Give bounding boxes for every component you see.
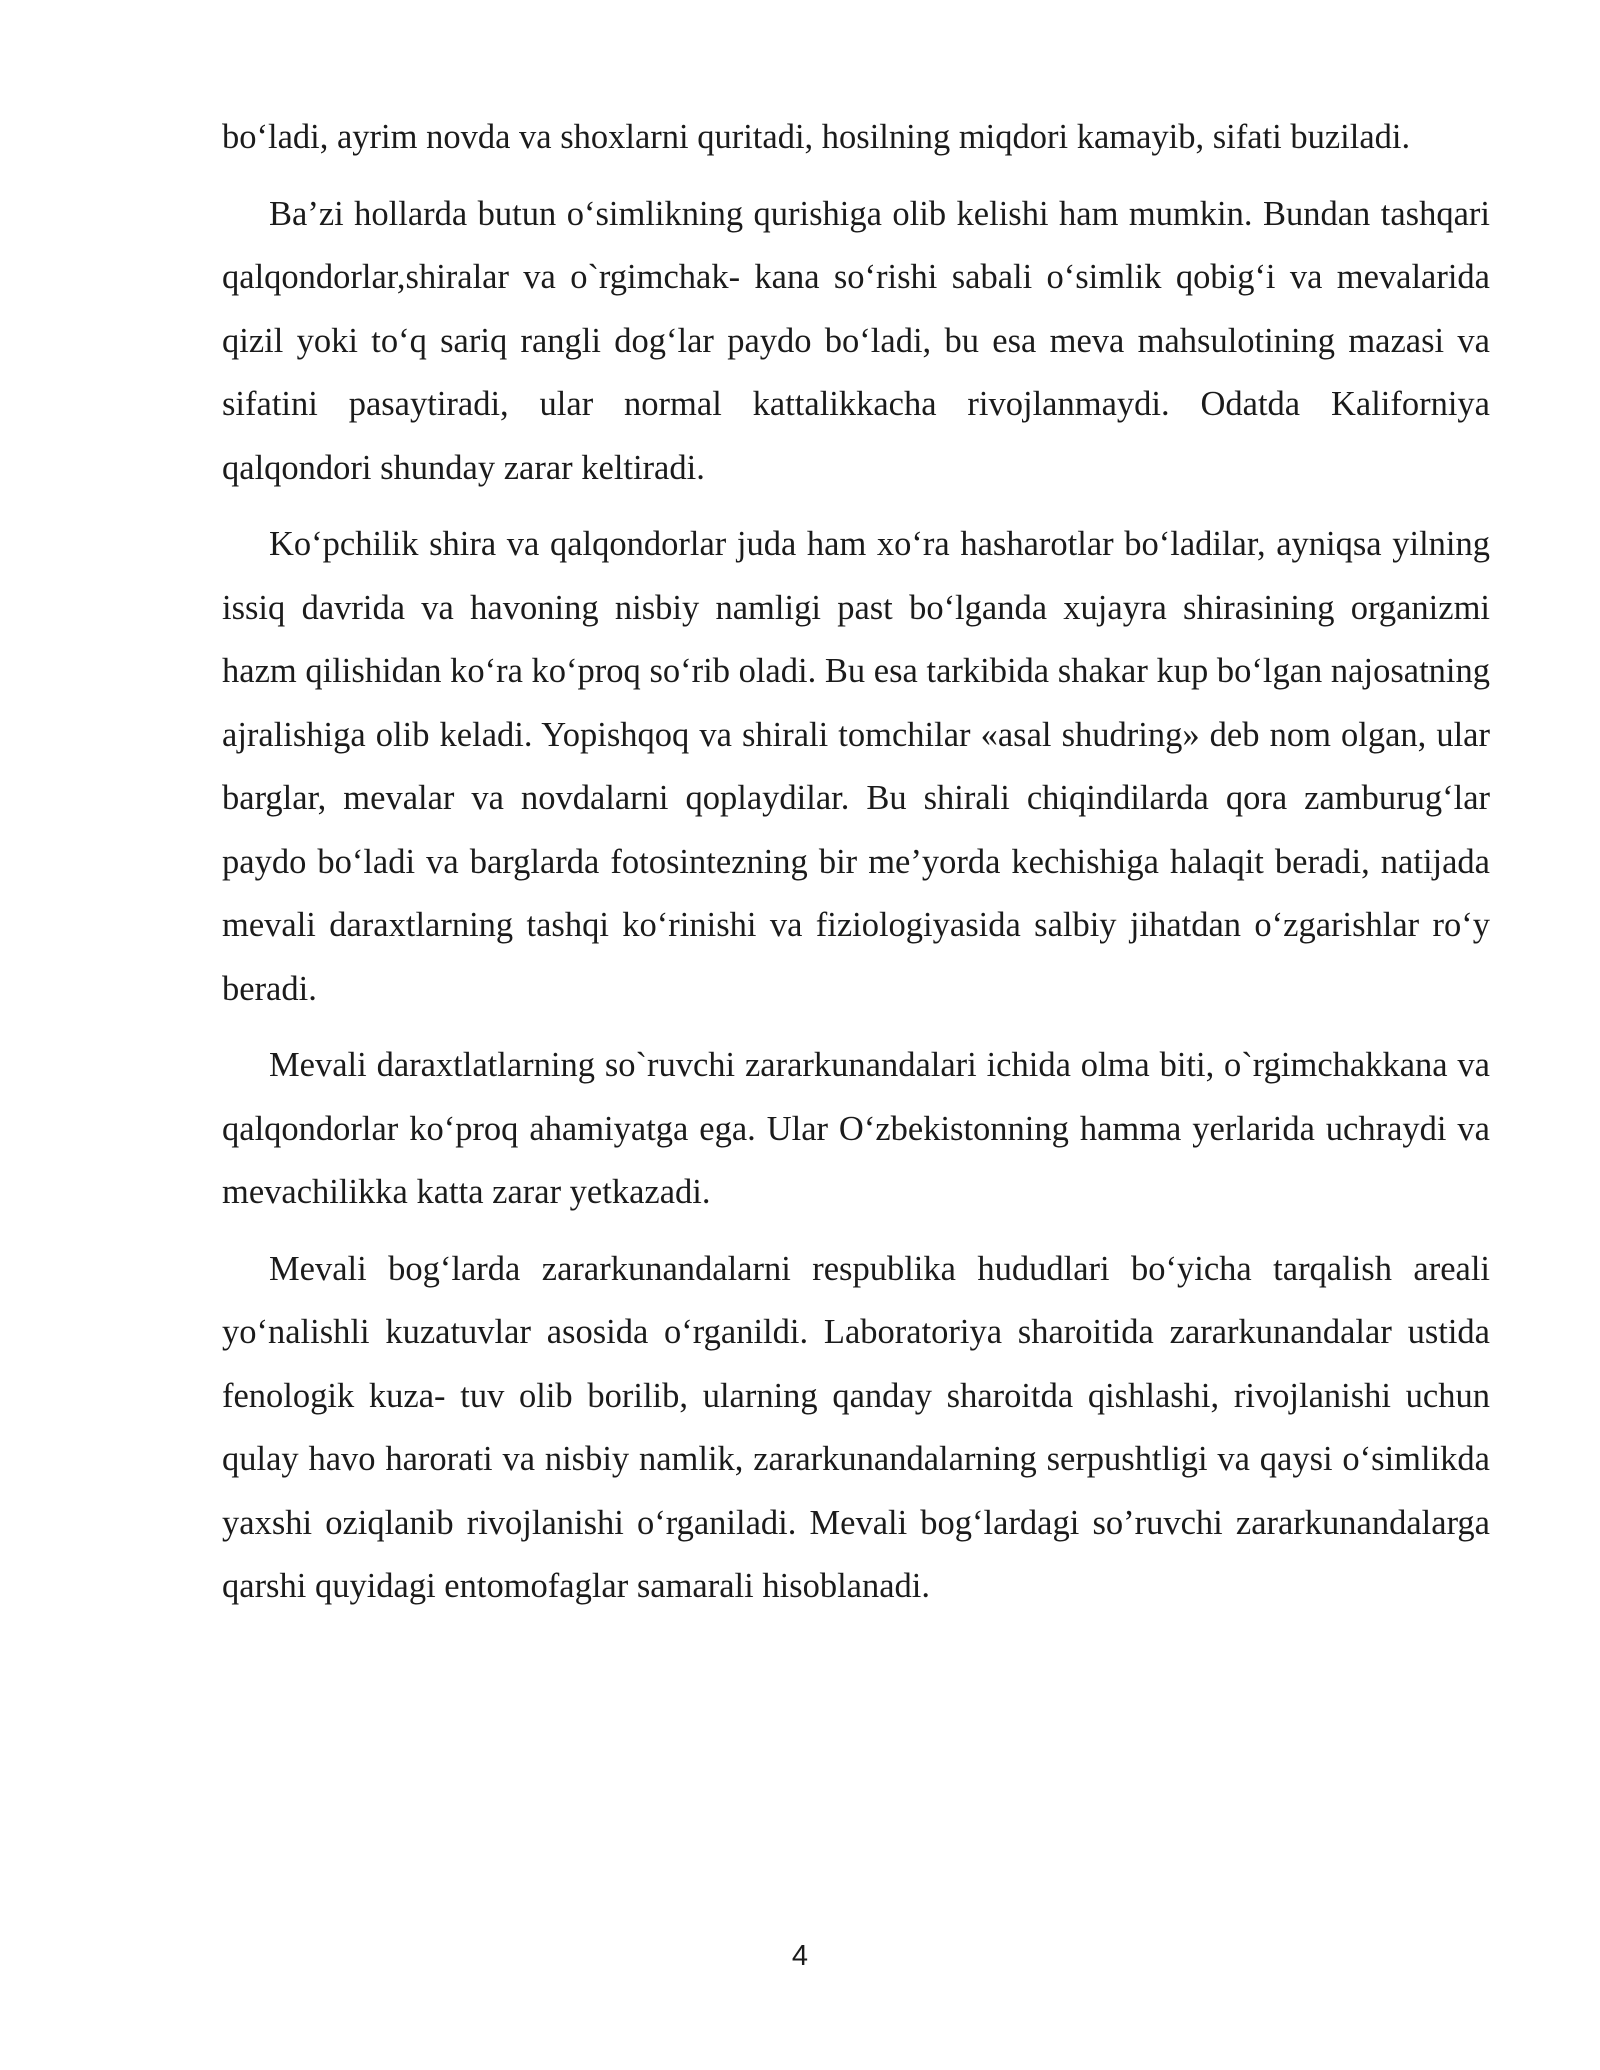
- paragraph: Ba’zi hollarda butun o‘simlikning qurishiga olib kelishi ham mumkin. Bundan tashqari qalqondorlar,shiralar va o`rgimchak- kana so‘rishi sabali o‘simlik qobig‘i va mevalarida qizil yoki to‘q sariq rangli dog‘lar paydo bo‘ladi, bu esa meva mahsulotining mazasi va sifatini pasaytiradi, ular normal kattalikkacha rivojlanmaydi. Odatda Kaliforniya qalqondori shunday zarar keltiradi.: [222, 194, 1490, 487]
- paragraph: Mevali daraxtlatlarning so`ruvchi zararkunandalari ichida olma biti, o`rgimchakkana va qalqondorlar ko‘proq ahamiyatga ega. Ular O‘zbekistonning hamma yerlarida uchraydi va mevachilikka katta zarar yetkazadi.: [222, 1046, 1490, 1211]
- paragraph: Mevali bog‘larda zararkunandalarni respublika hududlari bo‘yicha tarqalish areali yo‘nalishli kuzatuvlar asosida o‘rganildi. Laboratoriya sharoitida zararkunandalar ustida fenologik kuza- tuv olib borilib, ularning qanday sharoitda qishlashi, rivojlanishi uchun qulay havo harorati va nisbiy namlik, zararkunandalarning serpushtligi va qaysi o‘simlikda yaxshi oziqlanib rivojlanishi o‘rganiladi. Mevali bog‘lardagi so’ruvchi zararkunandalarga qarshi quyidagi entomofaglar samarali hisoblanadi.: [222, 1249, 1490, 1605]
- paragraph-continued: bo‘ladi, ayrim novda va shoxlarni quritadi, hosilning miqdori kamayib, sifati buziladi.: [222, 118, 1411, 156]
- body-text: [222, 106, 1490, 1632]
- page-number: 4: [791, 1940, 809, 1972]
- paragraph: Ko‘pchilik shira va qalqondorlar juda ham xo‘ra hasharotlar bo‘ladilar, ayniqsa yilning issiq davrida va havoning nisbiy namligi past bo‘lganda xujayra shirasining organizmi hazm qilishidan ko‘ra ko‘proq so‘rib oladi. Bu esa tarkibida shakar kup bo‘lgan najosatning ajralishiga olib keladi. Yopishqoq va shirali tomchilar «asal shudring» deb nom olgan, ular barglar, mevalar va novdalarni qoplaydilar. Bu shirali chiqindilarda qora zamburug‘lar paydo bo‘ladi va barglarda fotosintezning bir me’yorda kechishiga halaqit beradi, natijada mevali daraxtlarning tashqi ko‘rinishi va fiziologiyasida salbiy jihatdan o‘zgarishlar ro‘y beradi.: [222, 525, 1490, 1008]
